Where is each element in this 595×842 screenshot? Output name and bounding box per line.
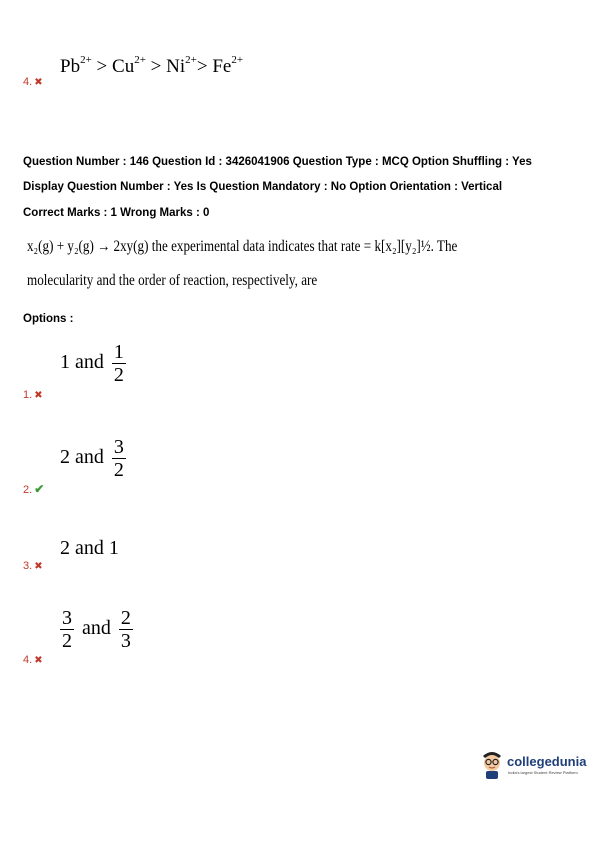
ion-fe: $Fe^{2+}$ — [212, 54, 244, 77]
ion-pb: $Pb^{2+}$ — [60, 54, 92, 77]
gt-sign: > — [196, 56, 208, 77]
collegedunia-logo — [480, 748, 590, 782]
reaction-equation: x₂(g) + y₂(g) → 2xy(g) — [27, 238, 149, 255]
option-3-number[interactable]: 3. ✖ — [23, 560, 43, 572]
gt-sign: > — [96, 56, 108, 77]
wrong-icon: ✖ — [34, 390, 43, 401]
option-4-number[interactable]: 4. ✖ — [23, 654, 43, 666]
option-4-content: $\frac{3}{2}$ and $\frac{2}{3}$ — [62, 607, 131, 652]
option-2-content: 2 and $\frac{3}{2}$ — [60, 436, 124, 481]
question-meta-line1: Question Number : 146 Question Id : 3426041906 Question Type : MCQ Option Shuffling : Yes — [23, 156, 532, 168]
fraction: $\frac{3}{2}$ — [62, 607, 72, 652]
wrong-icon: ✖ — [34, 655, 43, 666]
question-meta-line3: Correct Marks : 1 Wrong Marks : 0 — [23, 207, 210, 219]
mascot-icon — [480, 748, 504, 780]
fraction: $\frac{1}{2}$ — [113, 341, 124, 386]
option-3-content: 2 and 1 — [60, 537, 119, 559]
logo-tagline: India's largest Student Review Platform — [508, 770, 578, 775]
ion-cu: $Cu^{2+}$ — [112, 54, 146, 77]
wrong-icon: ✖ — [34, 561, 43, 572]
fraction: $\frac{2}{3}$ — [120, 607, 131, 652]
prev-option-formula — [60, 54, 243, 78]
question-text-line2: molecularity and the order of reaction, respectively, are — [27, 272, 318, 289]
question-text-b: . The — [430, 238, 458, 255]
gt-sign: > — [150, 56, 162, 77]
fraction: $\frac{3}{2}$ — [113, 436, 124, 481]
wrong-icon: ✖ — [34, 77, 43, 88]
options-label: Options : — [23, 313, 74, 325]
option-1-content: 1 and $\frac{1}{2}$ — [60, 341, 124, 386]
correct-icon: ✔ — [34, 482, 45, 496]
ion-ni: $Ni^{2+}$ — [166, 54, 197, 77]
option-2-number[interactable]: 2. ✔ — [23, 482, 45, 496]
rate-expression: k[x₂][y₂]½ — [374, 238, 431, 255]
question-text-line1 — [27, 238, 457, 256]
question-meta-line2: Display Question Number : Yes Is Question Mandatory : No Option Orientation : Vertical — [23, 181, 503, 193]
option-1-number[interactable]: 1. ✖ — [23, 389, 43, 401]
question-text-a: the experimental data indicates that rate = — [151, 238, 372, 255]
prev-option-number: 4. ✖ — [23, 76, 43, 88]
logo-name: collegedunia — [507, 754, 587, 769]
